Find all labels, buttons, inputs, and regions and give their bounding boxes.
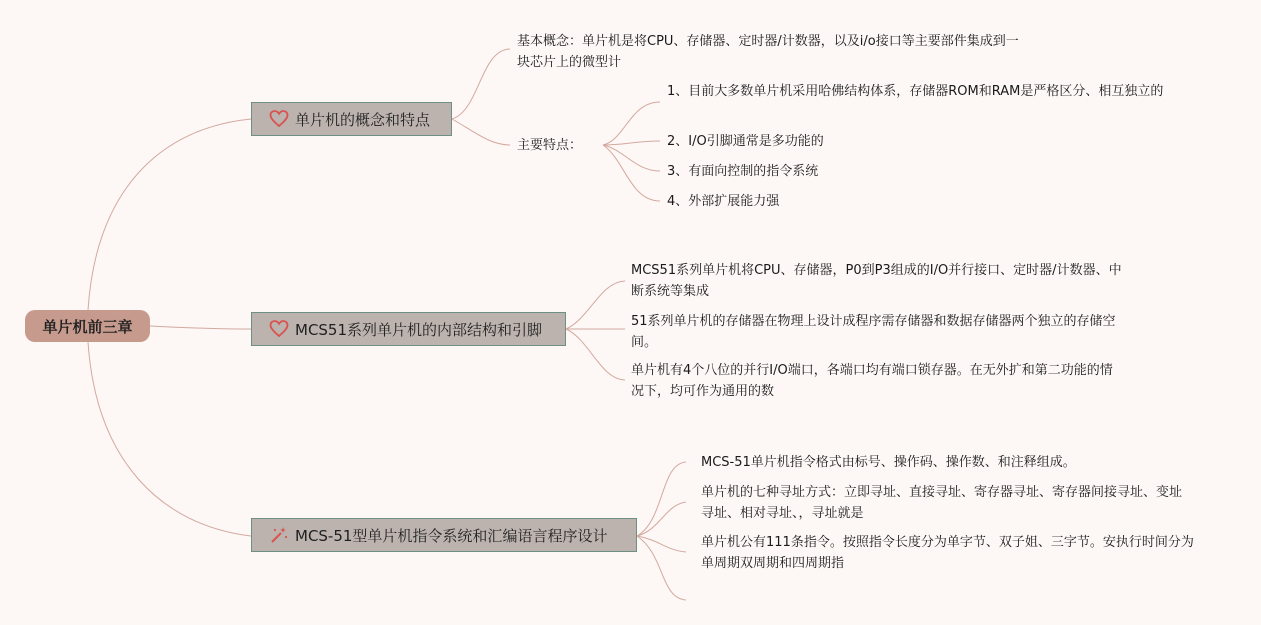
feature-item: 4、外部扩展能力强 [667,194,780,209]
feature-item: 3、有面向控制的指令系统 [667,164,819,179]
concept-text: 基本概念：单片机是将CPU、存储器、定时器/计数器，以及i/o接口等主要部件集成到一块芯片上的微型计 [517,34,1019,70]
branch-label: MCS-51型单片机指令系统和汇编语言程序设计 [295,526,608,545]
structure-item: MCS51系列单片机将CPU、存储器，P0到P3组成的I/O并行接口、定时器/计数器、中断系统等集成 [631,263,1122,299]
heart-icon [268,108,290,130]
structure-item: 单片机有4个八位的并行I/O端口，各端口均有端口锁存器。在无外扩和第二功能的情况下，均可作为通用的数 [631,363,1113,399]
branch-label: MCS51系列单片机的内部结构和引脚 [295,320,543,339]
heart-icon [268,318,290,340]
branch-label: 单片机的概念和特点 [295,110,431,129]
branch-instructions[interactable] [251,518,637,552]
structure-item: 51系列单片机的存储器在物理上设计成程序需存储器和数据存储器两个独立的存储空间。 [631,314,1116,350]
root-label: 单片机前三章 [42,317,133,336]
features-label: 主要特点： [517,138,583,153]
instruction-item: 单片机公有111条指令。按照指令长度分为单字节、双子姐、三字节。安执行时间分为单周期双周期和四周期指 [701,535,1194,571]
branch-structure[interactable] [251,312,566,346]
feature-item: 2、I/O引脚通常是多功能的 [667,134,824,149]
instruction-item: MCS-51单片机指令格式由标号、操作码、操作数、和注释组成。 [701,455,1076,470]
feature-item: 1、目前大多数单片机采用哈佛结构体系，存储器ROM和RAM是严格区分、相互独立的 [667,84,1164,99]
branch-concepts[interactable] [251,102,452,136]
root-node[interactable] [25,310,150,342]
instruction-item: 单片机的七种寻址方式：立即寻址、直接寻址、寄存器寻址、寄存器间接寻址、变址寻址、相对寻址、，寻址就是 [701,485,1183,521]
magic-wand-icon [268,524,290,546]
